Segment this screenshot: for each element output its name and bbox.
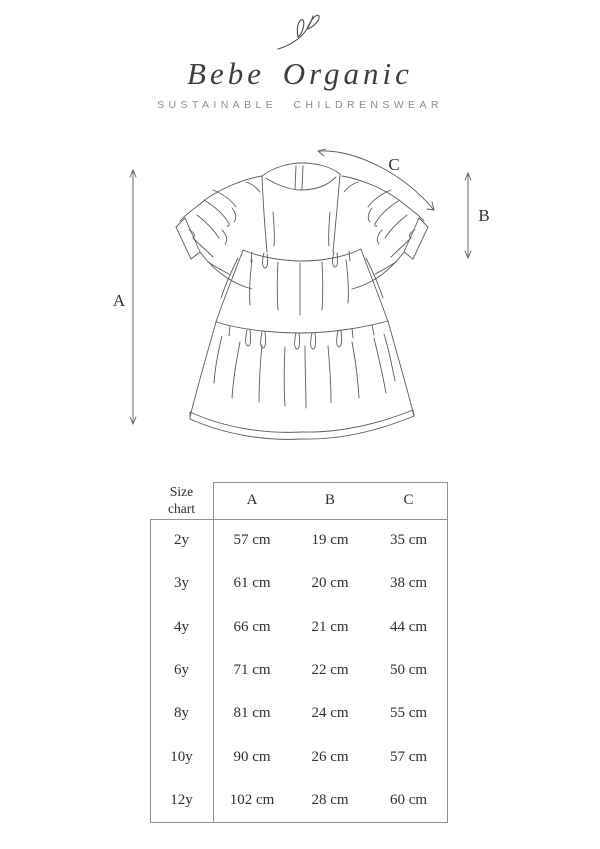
size-chart-corner-label: Size chart	[168, 483, 195, 516]
column-header-b: B	[324, 492, 335, 508]
value-c: 60 cm	[389, 791, 428, 808]
value-c: 35 cm	[389, 532, 428, 549]
size-label: 10y	[170, 748, 193, 765]
brand-name: Bebe Organic	[187, 56, 413, 91]
value-a: 90 cm	[233, 748, 271, 765]
value-b: 19 cm	[311, 532, 349, 549]
value-a: 102 cm	[229, 791, 275, 808]
column-header-c: C	[403, 492, 414, 508]
value-b: 26 cm	[311, 748, 349, 765]
value-b: 22 cm	[311, 662, 349, 679]
value-c: 57 cm	[389, 748, 428, 765]
size-label: 2y	[174, 532, 189, 549]
value-a: 61 cm	[233, 575, 271, 592]
measurement-arrow-b	[465, 173, 471, 258]
brand-logo	[0, 10, 600, 111]
measure-label-b: B	[478, 206, 490, 225]
value-b: 21 cm	[311, 618, 349, 635]
value-c: 55 cm	[389, 705, 428, 722]
size-label: 3y	[174, 575, 189, 592]
measurement-arrow-a	[130, 170, 136, 424]
value-b: 20 cm	[311, 575, 349, 592]
value-a: 71 cm	[233, 662, 271, 679]
size-label: 8y	[174, 705, 189, 722]
value-b: 24 cm	[311, 705, 349, 722]
value-a: 81 cm	[233, 705, 271, 722]
dress-outline	[176, 163, 428, 439]
size-label: 12y	[170, 791, 193, 808]
size-chart-grid	[150, 482, 448, 823]
size-chart-table	[150, 482, 448, 823]
leaf-sprig-icon	[268, 10, 332, 54]
measure-label-a: A	[112, 291, 126, 310]
value-a: 57 cm	[233, 532, 271, 549]
size-label: 6y	[174, 662, 189, 679]
column-header-a: A	[246, 492, 258, 508]
size-label: 4y	[174, 618, 189, 635]
value-c: 38 cm	[389, 575, 428, 592]
measure-label-c: C	[388, 155, 400, 174]
measurement-arrow-c	[318, 149, 434, 210]
value-c: 44 cm	[389, 618, 428, 635]
value-a: 66 cm	[233, 618, 271, 635]
value-b: 28 cm	[311, 791, 349, 808]
value-c: 50 cm	[389, 662, 428, 679]
brand-tagline: SUSTAINABLE CHILDRENSWEAR	[157, 99, 443, 111]
dress-sketch	[0, 130, 600, 460]
